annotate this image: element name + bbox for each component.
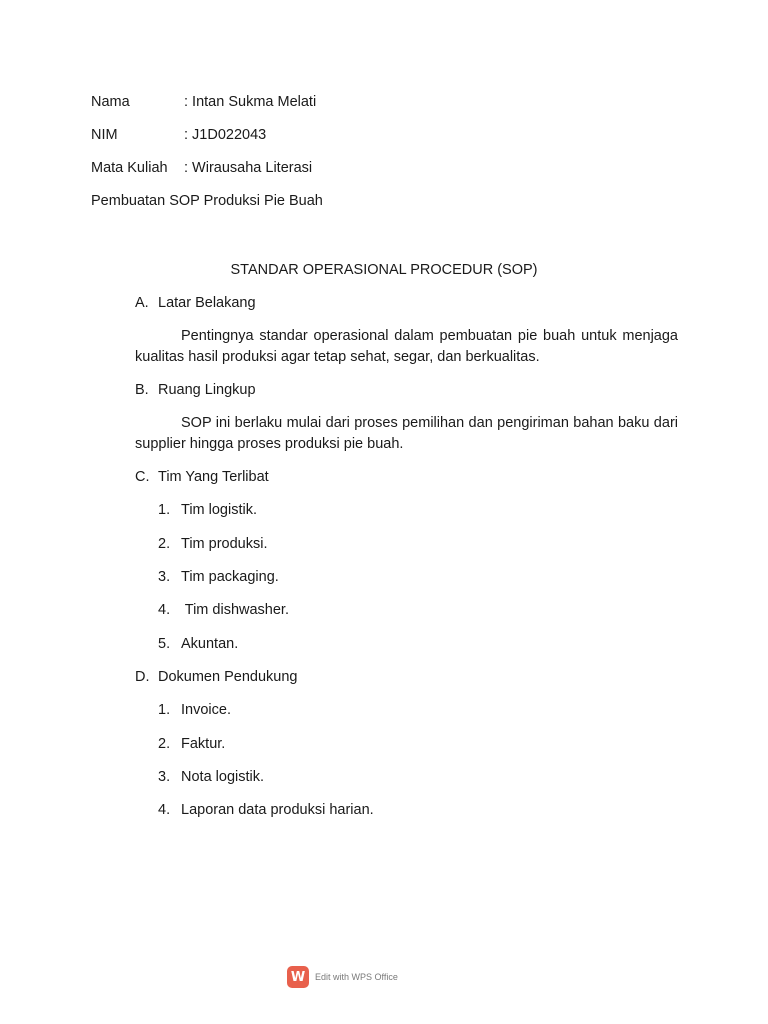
- subject-line: Pembuatan SOP Produksi Pie Buah: [91, 193, 323, 209]
- info-name-value: : Intan Sukma Melati: [184, 94, 317, 110]
- wps-badge-label: Edit with WPS Office: [315, 972, 398, 982]
- info-nim-row: [91, 125, 266, 145]
- list-text: Akuntan.: [181, 636, 239, 652]
- list-number: 5.: [158, 636, 171, 652]
- wps-edit-badge[interactable]: [287, 966, 398, 988]
- list-number: 4.: [158, 802, 171, 818]
- section-d-heading: [135, 667, 297, 687]
- list-number: 4.: [158, 602, 171, 618]
- list-item: [158, 700, 231, 720]
- section-a-letter: A.: [135, 295, 149, 311]
- section-c-heading: [135, 467, 269, 487]
- list-text: Tim produksi.: [181, 536, 268, 552]
- wps-logo-icon: W: [287, 966, 309, 988]
- list-item: [158, 767, 264, 787]
- section-d-title: Dokumen Pendukung: [158, 669, 298, 685]
- section-c-letter: C.: [135, 469, 150, 485]
- list-text: Invoice.: [181, 702, 231, 718]
- list-text: Laporan data produksi harian.: [181, 802, 374, 818]
- list-text: Tim packaging.: [181, 569, 279, 585]
- list-item: [158, 600, 289, 620]
- info-name-label: Nama: [91, 94, 130, 110]
- list-item: [158, 800, 374, 820]
- list-item: [158, 734, 225, 754]
- section-a-heading: [135, 293, 256, 313]
- list-item: [158, 534, 267, 554]
- section-b-paragraph: SOP ini berlaku mulai dari proses pemilihan dan pengiriman bahan baku dari supplier hingga proses produksi pie buah.: [135, 415, 678, 452]
- list-number: 3.: [158, 569, 171, 585]
- list-item: [158, 567, 279, 587]
- list-text: Tim dishwasher.: [181, 602, 289, 618]
- section-c-title: Tim Yang Terlibat: [158, 469, 269, 485]
- list-text: Nota logistik.: [181, 769, 265, 785]
- section-d-letter: D.: [135, 669, 150, 685]
- list-item: [158, 500, 257, 520]
- section-b-title: Ruang Lingkup: [158, 382, 256, 398]
- section-b-heading: [135, 380, 256, 400]
- list-number: 1.: [158, 502, 171, 518]
- info-name-row: [91, 92, 316, 112]
- list-number: 2.: [158, 736, 171, 752]
- info-nim-label: NIM: [91, 127, 118, 143]
- list-number: 2.: [158, 536, 171, 552]
- list-number: 1.: [158, 702, 171, 718]
- info-course-row: [91, 158, 312, 178]
- section-a-paragraph: Pentingnya standar operasional dalam pembuatan pie buah untuk menjaga kualitas hasil produksi agar tetap sehat, segar, dan berkualitas.: [135, 328, 678, 365]
- section-b-letter: B.: [135, 382, 149, 398]
- info-course-value: : Wirausaha Literasi: [184, 160, 313, 176]
- info-nim-value: : J1D022043: [184, 127, 267, 143]
- document-title: STANDAR OPERASIONAL PROCEDUR (SOP): [230, 262, 538, 278]
- list-text: Tim logistik.: [181, 502, 257, 518]
- info-course-label: Mata Kuliah: [91, 160, 168, 176]
- list-item: [158, 634, 238, 654]
- section-a-title: Latar Belakang: [158, 295, 256, 311]
- list-number: 3.: [158, 769, 171, 785]
- list-text: Faktur.: [181, 736, 226, 752]
